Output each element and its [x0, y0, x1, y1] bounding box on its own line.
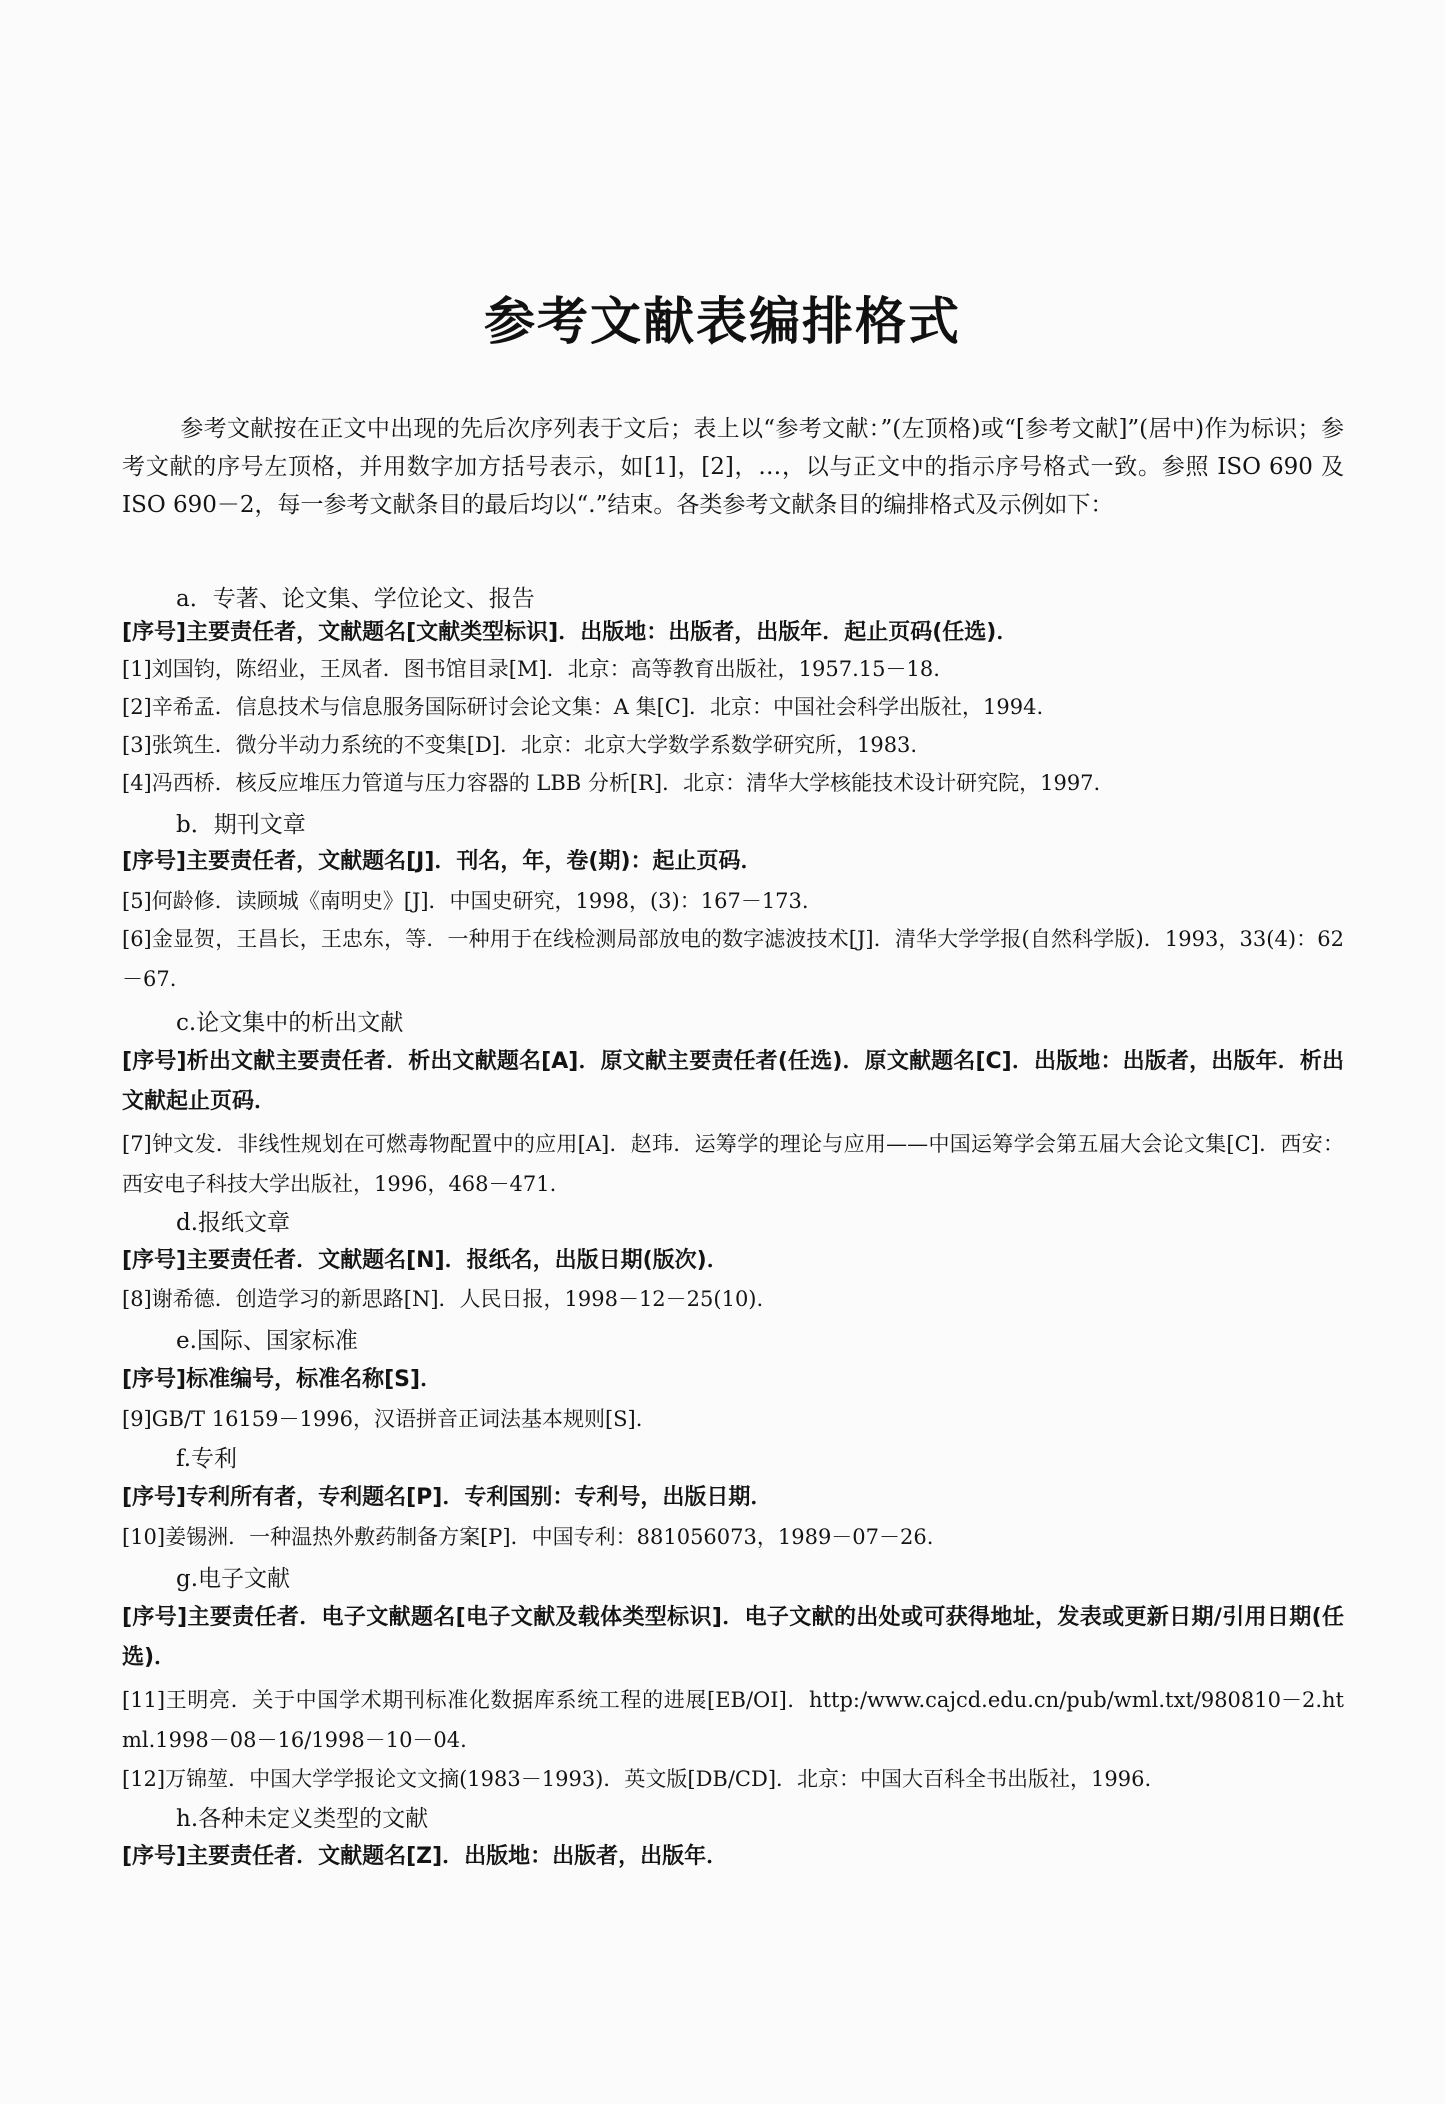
section-c-heading: c.论文集中的析出文献: [176, 1010, 404, 1036]
section-c-format: [序号]析出文献主要责任者．析出文献题名[A]．原文献主要责任者(任选)．原文献题名[C]．出版地：出版者，出版年．析出文献起止页码．: [122, 1049, 1344, 1114]
reference-4: [4]冯西桥．核反应堆压力管道与压力容器的 LBB 分析[R]．北京：清华大学核能技术设计研究院，1997.: [122, 771, 1101, 795]
section-d-heading: d.报纸文章: [176, 1210, 291, 1236]
section-d-format: [序号]主要责任者．文献题名[N]．报纸名，出版日期(版次)．: [122, 1248, 729, 1273]
section-a-format: [序号]主要责任者，文献题名[文献类型标识]．出版地：出版者，出版年．起止页码(任选)．: [122, 620, 1019, 645]
section-f-heading: f.专利: [176, 1446, 238, 1472]
reference-2: [2]辛希孟．信息技术与信息服务国际研讨会论文集：A 集[C]．北京：中国社会科学出版社，1994.: [122, 695, 1044, 719]
reference-3: [3]张筑生．微分半动力系统的不变集[D]．北京：北京大学数学系数学研究所，1983.: [122, 733, 918, 757]
reference-8: [8]谢希德．创造学习的新思路[N]．人民日报，1998－12－25(10).: [122, 1287, 764, 1311]
page-title: 参考文献表编排格式: [483, 293, 961, 352]
reference-1: [1]刘国钧，陈绍业，王凤者．图书馆目录[M]．北京：高等教育出版社，1957.15－18.: [122, 657, 940, 681]
section-e-heading: e.国际、国家标准: [176, 1328, 358, 1354]
intro-text: 参考文献按在正文中出现的先后次序列表于文后；表上以“参考文献：”(左顶格)或“[参考文献]”(居中)作为标识；参考文献的序号左顶格，并用数字加方括号表示，如[1]，[2]，…，以与正文中的指示序号格式一致。参照 ISO 690 及 ISO 690－2，每一参考文献条目的最后均以“.”结束。各类参考文献条目的编排格式及示例如下：: [122, 416, 1344, 518]
section-f-format: [序号]专利所有者，专利题名[P]．专利国别：专利号，出版日期．: [122, 1485, 773, 1510]
section-b-format: [序号]主要责任者，文献题名[J]．刊名，年，卷(期)：起止页码．: [122, 849, 763, 874]
section-h-format: [序号]主要责任者．文献题名[Z]．出版地：出版者，出版年．: [122, 1844, 729, 1869]
section-a-heading: a．专著、论文集、学位论文、报告: [176, 586, 535, 612]
reference-7: [7]钟文发．非线性规划在可燃毒物配置中的应用[A]．赵玮．运筹学的理论与应用——中国运筹学会第五届大会论文集[C]．西安：西安电子科技大学出版社，1996，468－471.: [122, 1132, 1344, 1196]
reference-5: [5]何龄修．读顾城《南明史》[J]．中国史研究，1998，(3)：167－173.: [122, 889, 809, 913]
section-b-heading: b．期刊文章: [176, 812, 306, 838]
section-h-heading: h.各种未定义类型的文献: [176, 1806, 429, 1832]
section-g-format: [序号]主要责任者．电子文献题名[电子文献及载体类型标识]．电子文献的出处或可获得地址，发表或更新日期/引用日期(任选)．: [122, 1605, 1344, 1670]
intro-paragraph: [122, 410, 1344, 524]
section-g-heading: g.电子文献: [176, 1566, 291, 1592]
reference-9: [9]GB/T 16159－1996，汉语拼音正词法基本规则[S].: [122, 1407, 643, 1431]
reference-12: [12]万锦堃．中国大学学报论文文摘(1983－1993)．英文版[DB/CD]．北京：中国大百科全书出版社，1996.: [122, 1767, 1152, 1791]
section-e-format: [序号]标准编号，标准名称[S]．: [122, 1367, 443, 1392]
reference-6: [6]金显贺，王昌长，王忠东，等．一种用于在线检测局部放电的数字滤波技术[J]．清华大学学报(自然科学版)．1993，33(4)：62－67.: [122, 927, 1344, 991]
reference-11: [11]王明亮．关于中国学术期刊标准化数据库系统工程的进展[EB/OI]．http:/www.cajcd.edu.cn/pub/wml.txt/980810－2.html.1998－08－16/1998－10－04.: [122, 1688, 1344, 1752]
reference-10: [10]姜锡洲．一种温热外敷药制备方案[P]．中国专利：881056073，1989－07－26.: [122, 1525, 934, 1549]
